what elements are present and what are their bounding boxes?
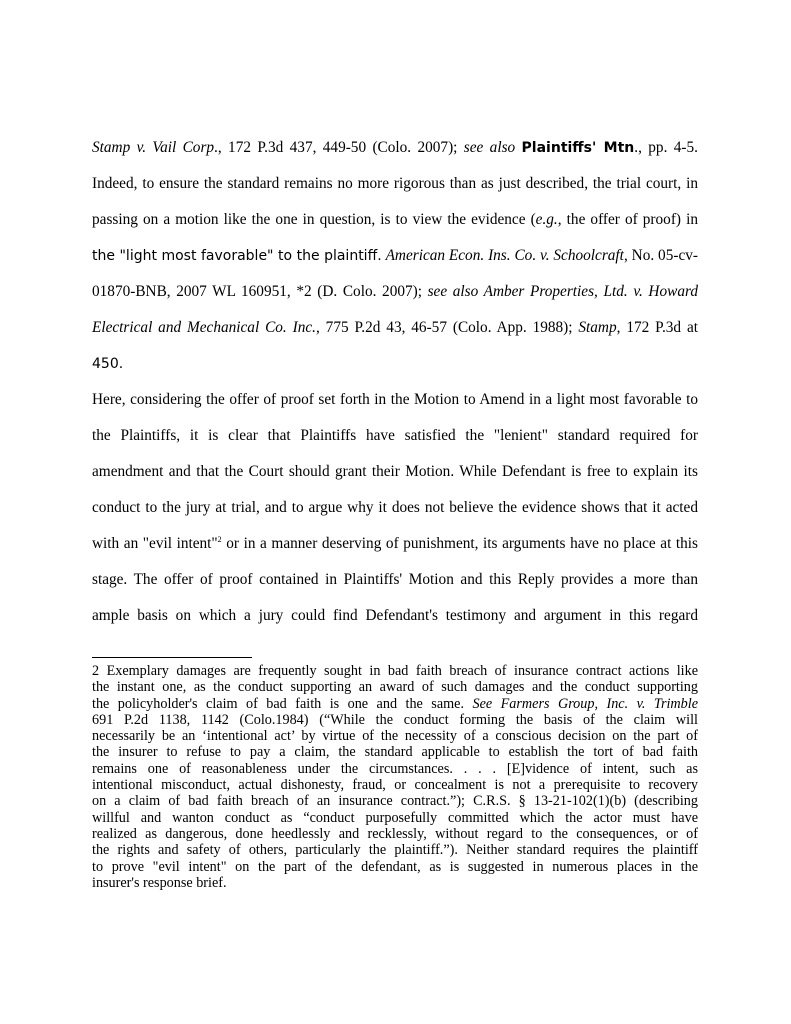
case-citation: see also Amber Properties, Ltd. v. Howard [427,283,698,300]
footnote-line: realized as dangerous, done heedlessly and recklessly, without regard to the consequences, or of [92,825,698,842]
footnote-line [92,696,698,712]
citation-text: , No. 05-cv- [623,247,698,264]
footnote-line: the rights and safety of others, particularly the plaintiff.”). Neither standard requires the plaintiff [92,842,698,859]
footnote-line: willful and wanton conduct as “conduct purposefully committed which the actor must have [92,809,698,826]
body-line [92,130,698,166]
body-text-run: passing on a motion like the one in question, is to view the evidence ( [92,211,536,228]
case-citation: American Econ. Ins. Co. v. Schoolcraft [385,247,624,264]
body-line: amendment and that the Court should grant their Motion. While Defendant is free to explain its [92,463,698,480]
footnote-line: 691 P.2d 1138, 1142 (Colo.1984) (“While the conduct forming the basis of the claim will [92,711,698,728]
body-text-run: or in a manner deserving of punishment, its arguments have no place at this [221,535,699,552]
footnote-line: on a claim of bad faith breach of an insurance contract.”); C.R.S. § 13-21-102(1)(b) (describing [92,793,698,810]
signal-text: see also [463,139,516,156]
citation-text: 01870-BNB, 2007 WL 160951, *2 (D. Colo. 2007); [92,283,428,300]
body-line [92,202,698,238]
case-citation: Stamp [578,319,617,336]
footnote-marker: 2 [217,535,222,544]
body-text-run: , the offer of proof) in [557,211,698,228]
footnote-separator [92,657,252,658]
footnote-text-run: the policyholder's claim of bad faith is one and the same. [92,695,473,712]
case-citation: Stamp v. Vail Corp [92,139,215,156]
body-line: 450. [92,356,124,372]
body-line: ample basis on which a jury could find Defendant's testimony and argument in this regard [92,607,698,624]
case-citation: Electrical and Mechanical Co. Inc. [92,319,316,336]
body-line: Indeed, to ensure the standard remains no more rigorous than as just described, the trial court, in [92,175,698,192]
footnote [92,663,698,891]
footnote-line: necessarily be an ‘intentional act’ by virtue of the necessity of a conscious decision on the part of [92,728,698,745]
body-line [92,310,698,346]
signal-text: e.g. [535,211,558,228]
footnote-line: the instant one, as the conduct supporting an award of such damages and the conduct supporting [92,679,698,696]
case-citation: See Farmers Group, Inc. v. Trimble [472,695,698,712]
body-line: stage. The offer of proof contained in Plaintiffs' Motion and this Reply provides a more than [92,571,698,588]
body-line: the Plaintiffs, it is clear that Plaintiffs have satisfied the "lenient" standard required for [92,427,698,444]
body-line: conduct to the jury at trial, and to argue why it does not believe the evidence shows that it acted [92,499,698,516]
footnote-line: intentional misconduct, actual dishonesty, fraud, or concealment is not a prerequisite to recovery [92,777,698,794]
brief-reference: Plaintiffs' Mtn [521,140,635,156]
citation-text: , 172 P.3d at [616,319,698,336]
body-text-run: with an "evil intent" [92,535,218,552]
body-text [92,130,698,634]
body-line [92,526,698,562]
footnote-line: 2 Exemplary damages are frequently sought in bad faith breach of insurance contract actions like [92,663,698,679]
body-line: Here, considering the offer of proof set forth in the Motion to Amend in a light most favorable to [92,391,698,408]
footnote-line: insurer's response brief. [92,874,227,891]
footnote-line: remains one of reasonableness under the circumstances. . . . [E]vidence of intent, such as [92,760,698,777]
body-line [92,238,698,274]
citation-text: ., pp. 4-5. [634,139,698,156]
footnote-line: the insurer to refuse to pay a claim, the standard applicable to establish the tort of bad faith [92,744,698,761]
body-text-run: the "light most favorable" to the plaintiff. [92,248,382,264]
footnote-line: to prove "evil intent" on the part of the defendant, as is suggested in numerous places in the [92,858,698,875]
body-line [92,274,698,310]
citation-text: ., 172 P.3d 437, 449-50 (Colo. 2007); [214,139,464,156]
citation-text: , 775 P.2d 43, 46-57 (Colo. App. 1988); [315,319,579,336]
